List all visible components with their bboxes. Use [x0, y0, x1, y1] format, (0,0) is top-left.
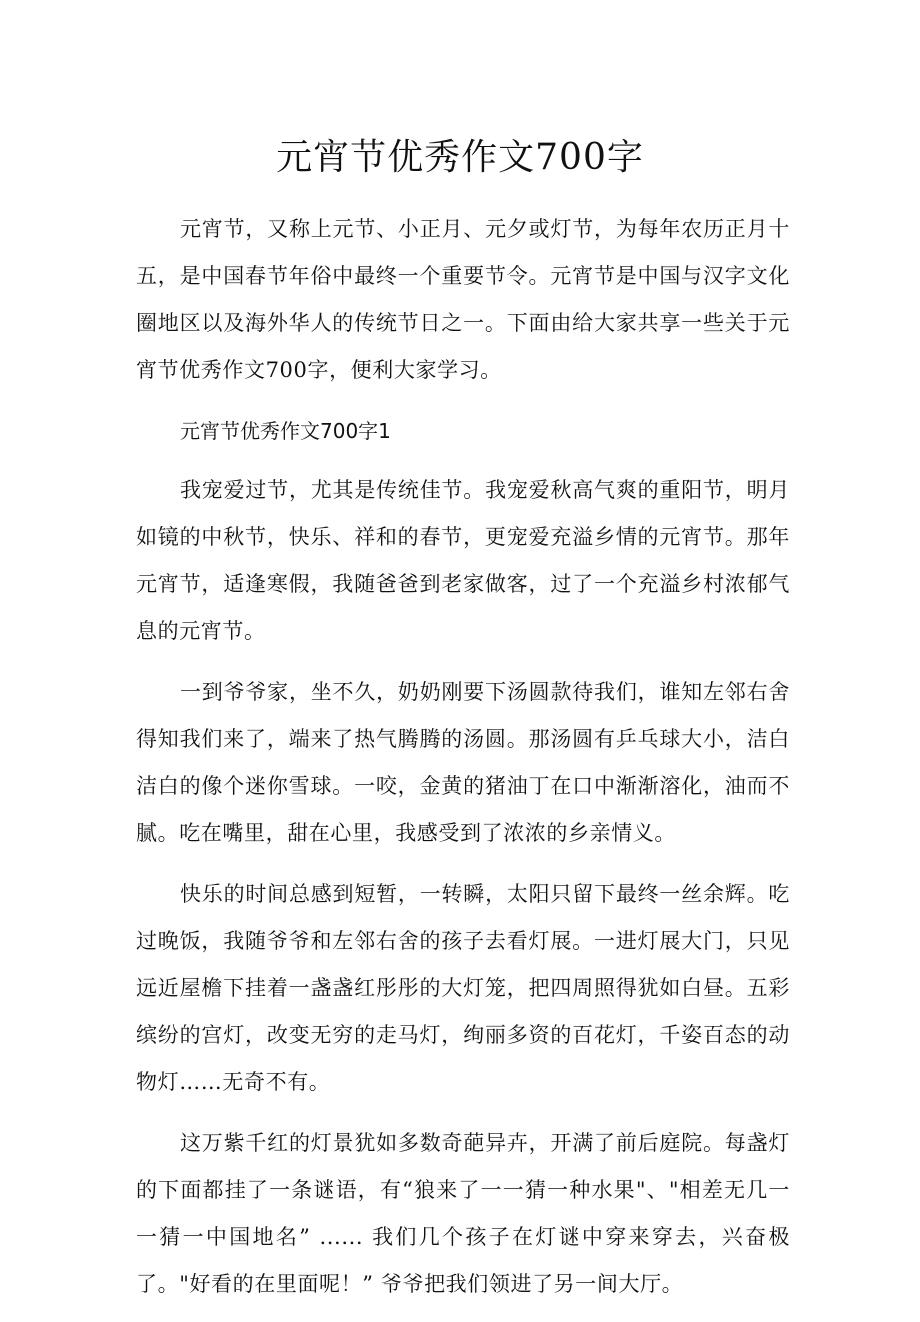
intro-paragraph: 元宵节，又称上元节、小正月、元夕或灯节，为每年农历正月十五，是中国春节年俗中最终一个重要节令。元宵节是中国与汉字文化圈地区以及海外华人的传统节日之一。下面由给大家共享一些关于元宵节优秀作文700字，便利大家学习。 — [136, 217, 790, 382]
body-paragraph: 这万紫千红的灯景犹如多数奇葩异卉，开满了前后庭院。每盏灯的下面都挂了一条谜语，有“狼来了一一猜一种水果"、"相差无几一一猜一中国地名” ...... 我们几个孩子在灯谜中穿来穿去，兴奋极了。"好看的在里面呢！” 爷爷把我们领进了另一间大厅。 — [136, 1131, 790, 1296]
body-paragraph: 我宠爱过节，尤其是传统佳节。我宠爱秋高气爽的重阳节，明月如镜的中秋节，快乐、祥和的春节，更宠爱充溢乡情的元宵节。那年元宵节，适逢寒假，我随爸爸到老家做客，过了一个充溢乡村浓郁气息的元宵节。 — [136, 478, 790, 643]
document-body — [136, 206, 790, 1322]
body-paragraph: 一到爷爷家，坐不久，奶奶刚要下汤圆款待我们，谁知左邻右舍得知我们来了，端来了热气腾腾的汤圆。那汤圆有乒乓球大小，洁白洁白的像个迷你雪球。一咬，金黄的猪油丁在口中渐渐溶化，油而不腻。吃在嘴里，甜在心里，我感受到了浓浓的乡亲情义。 — [136, 680, 790, 845]
body-paragraph: 快乐的时间总感到短暂，一转瞬，太阳只留下最终一丝余辉。吃过晚饭，我随爷爷和左邻右舍的孩子去看灯展。一进灯展大门，只见远近屋檐下挂着一盏盏红彤彤的大灯笼，把四周照得犹如白昼。五彩缤纷的宫灯，改变无穷的走马灯，绚丽多资的百花灯，千姿百态的动物灯……无奇不有。 — [136, 882, 790, 1094]
document-title: 元宵节优秀作文700字 — [276, 137, 644, 178]
section-heading: 元宵节优秀作文700字1 — [180, 419, 391, 443]
